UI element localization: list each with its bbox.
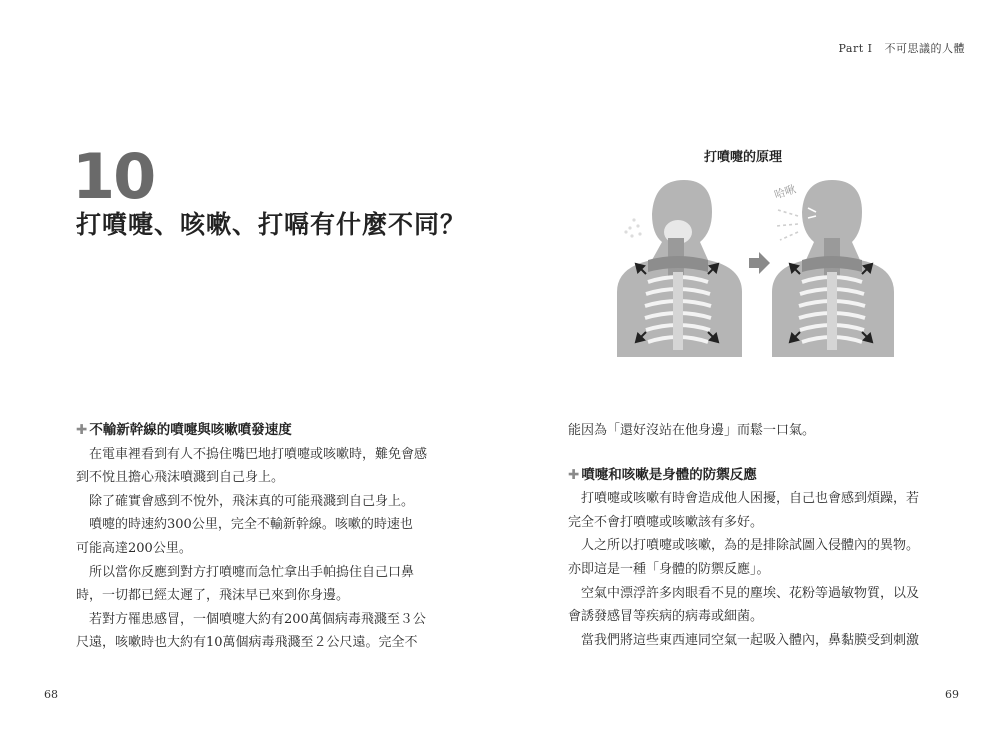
- body-line: 完全不會打噴嚏或咳嗽該有多好。: [568, 514, 764, 530]
- body-line: 時，一切都已經太遲了，飛沫早已來到你身邊。: [76, 588, 350, 604]
- body-line: 亦即這是一種「身體的防禦反應」。: [568, 561, 770, 577]
- right-torso-figure: [772, 180, 894, 357]
- section-heading: ✚ 噴嚏和咳嗽是身體的防禦反應: [568, 466, 757, 483]
- body-line: 打噴嚏或咳嗽有時會造成他人困擾，自己也會感到煩躁，若: [581, 491, 920, 507]
- header-part: Part I: [838, 42, 873, 55]
- plus-icon: ✚: [568, 466, 580, 483]
- running-header: [839, 40, 966, 56]
- section-heading: ✚ 不輸新幹線的噴嚏與咳嗽噴發速度: [76, 422, 292, 438]
- body-line: 到不悅且擔心飛沫噴濺到自己身上。: [76, 470, 285, 486]
- body-line: 噴嚏的時速約300公里，完全不輸新幹線。咳嗽的時速也: [89, 517, 413, 533]
- body-line: 能因為「還好沒站在他身邊」而鬆一口氣。: [568, 423, 816, 438]
- plus-icon: ✚: [76, 422, 88, 438]
- sneeze-diagram-svg: [612, 172, 902, 362]
- sneeze-sound-label: 哈啾: [772, 182, 798, 202]
- body-line: 除了確實會感到不悅外，飛沫真的可能飛濺到自己身上。: [89, 493, 415, 509]
- body-line: 人之所以打噴嚏或咳嗽，為的是排除試圖入侵體內的異物。: [581, 538, 920, 554]
- sneeze-illustration: [612, 172, 902, 362]
- body-line: 所以當你反應到對方打噴嚏而急忙拿出手帕摀住自己口鼻: [89, 564, 415, 580]
- right-column: [568, 419, 940, 652]
- body-line: 當我們將這些東西連同空氣一起吸入體內，鼻黏膜受到刺激: [581, 632, 920, 648]
- body-line: 若對方罹患感冒，一個噴嚏大約有200萬個病毒飛濺至３公: [89, 611, 426, 627]
- chapter-title: 打噴嚏、咳嗽、打嗝有什麼不同？: [76, 210, 467, 239]
- figure-title: 打噴嚏的原理: [704, 150, 783, 165]
- body-line: 空氣中漂浮許多肉眼看不見的塵埃、花粉等過敏物質，以及: [581, 585, 920, 601]
- left-torso-figure: [617, 180, 742, 357]
- chapter-number: 10: [72, 140, 155, 213]
- body-line: 可能高達200公里。: [76, 540, 192, 556]
- body-line: 尺遠，咳嗽時也大約有10萬個病毒飛濺至２公尺遠。完全不: [76, 635, 418, 651]
- header-title: 不可思議的人體: [884, 42, 965, 55]
- page-number-right: 69: [945, 688, 959, 701]
- page-number-left: 68: [44, 688, 58, 701]
- transition-arrow: [749, 252, 770, 274]
- body-line: 在電車裡看到有人不摀住嘴巴地打噴嚏或咳嗽時，難免會感: [89, 446, 428, 462]
- left-column: [76, 419, 448, 655]
- body-line: 會誘發感冒等疾病的病毒或細菌。: [568, 609, 764, 625]
